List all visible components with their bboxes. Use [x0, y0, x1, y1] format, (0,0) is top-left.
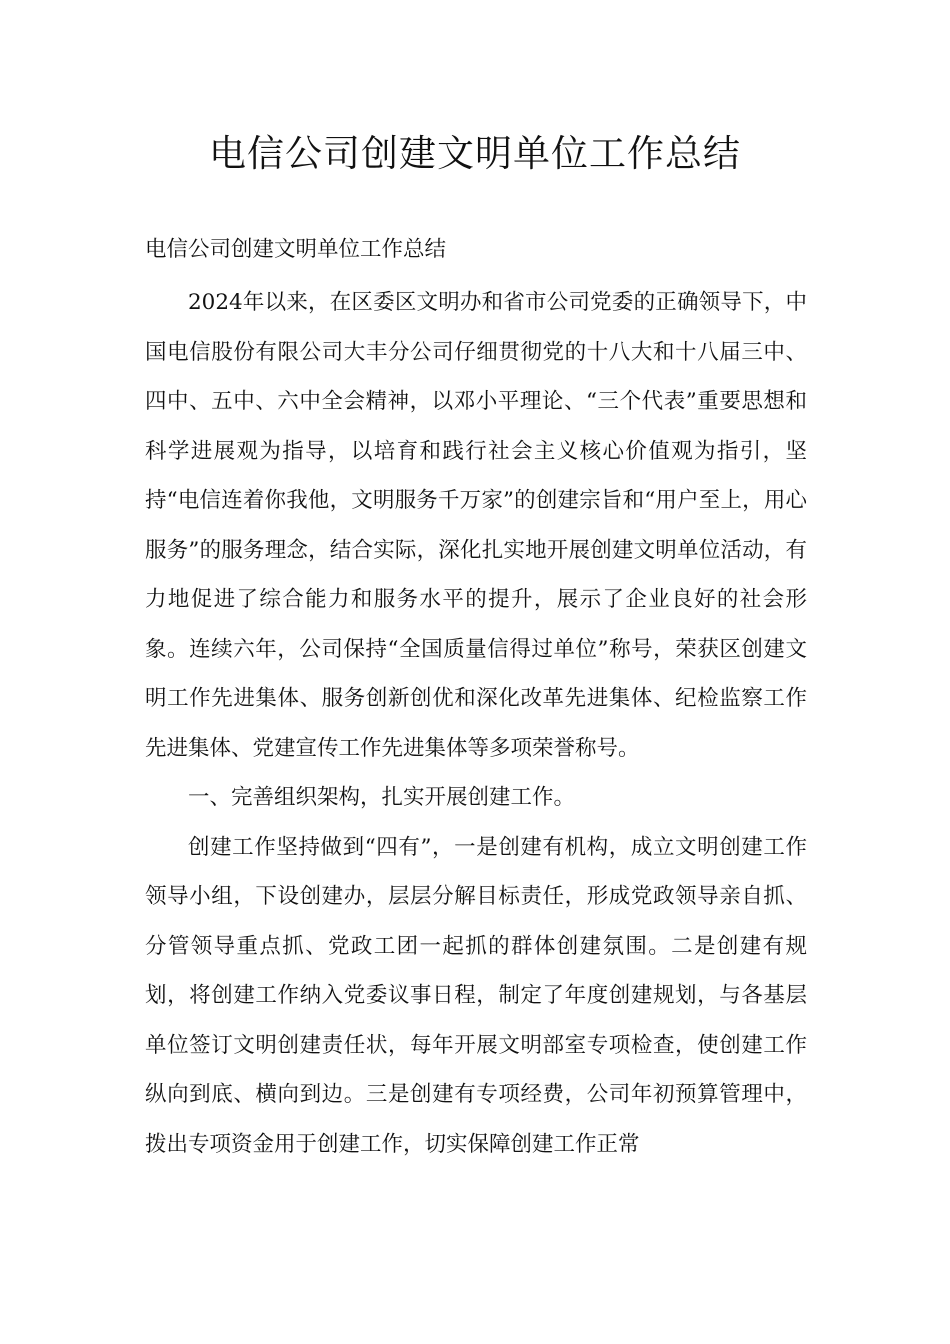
section-heading-1: 一、完善组织架构，扎实开展创建工作。 — [188, 785, 576, 810]
document-title: 电信公司创建文明单位工作总结 — [209, 132, 741, 175]
paragraph-four-haves: 创建工作坚持做到“四有”，一是创建有机构，成立文明创建工作领导小组，下设创建办，层层分解目标责任，形成党政领导亲自抓、分管领导重点抓、党政工团一起抓的群体创建氛围。二是创建有规划，将创建工作纳入党委议事日程，制定了年度创建规划，与各基层单位签订文明创建责任状，每年开展文明部室专项检查，使创建工作纵向到底、横向到边。三是创建有专项经费，公司年初预算管理中，拨出专项资金用于创建工作，切实保障创建工作正常 — [145, 834, 807, 1157]
paragraph-intro: 2024年以来，在区委区文明办和省市公司党委的正确领导下，中国电信股份有限公司大丰分公司仔细贯彻党的十八大和十八届三中、四中、五中、六中全会精神，以邓小平理论、“三个代表”重要思想和科学进展观为指导，以培育和践行社会主义核心价值观为指引，坚持“电信连着你我他，文明服务千万家”的创建宗旨和“用户至上，用心服务”的服务理念，结合实际，深化扎实地开展创建文明单位活动，有力地促进了综合能力和服务水平的提升，展示了企业良好的社会形象。连续六年，公司保持“全国质量信得过单位”称号，荣获区创建文明工作先进集体、服务创新创优和深化改革先进集体、纪检监察工作先进集体、党建宣传工作先进集体等多项荣誉称号。 — [145, 290, 807, 761]
document-body — [145, 278, 807, 1169]
document-subtitle: 电信公司创建文明单位工作总结 — [145, 237, 447, 262]
